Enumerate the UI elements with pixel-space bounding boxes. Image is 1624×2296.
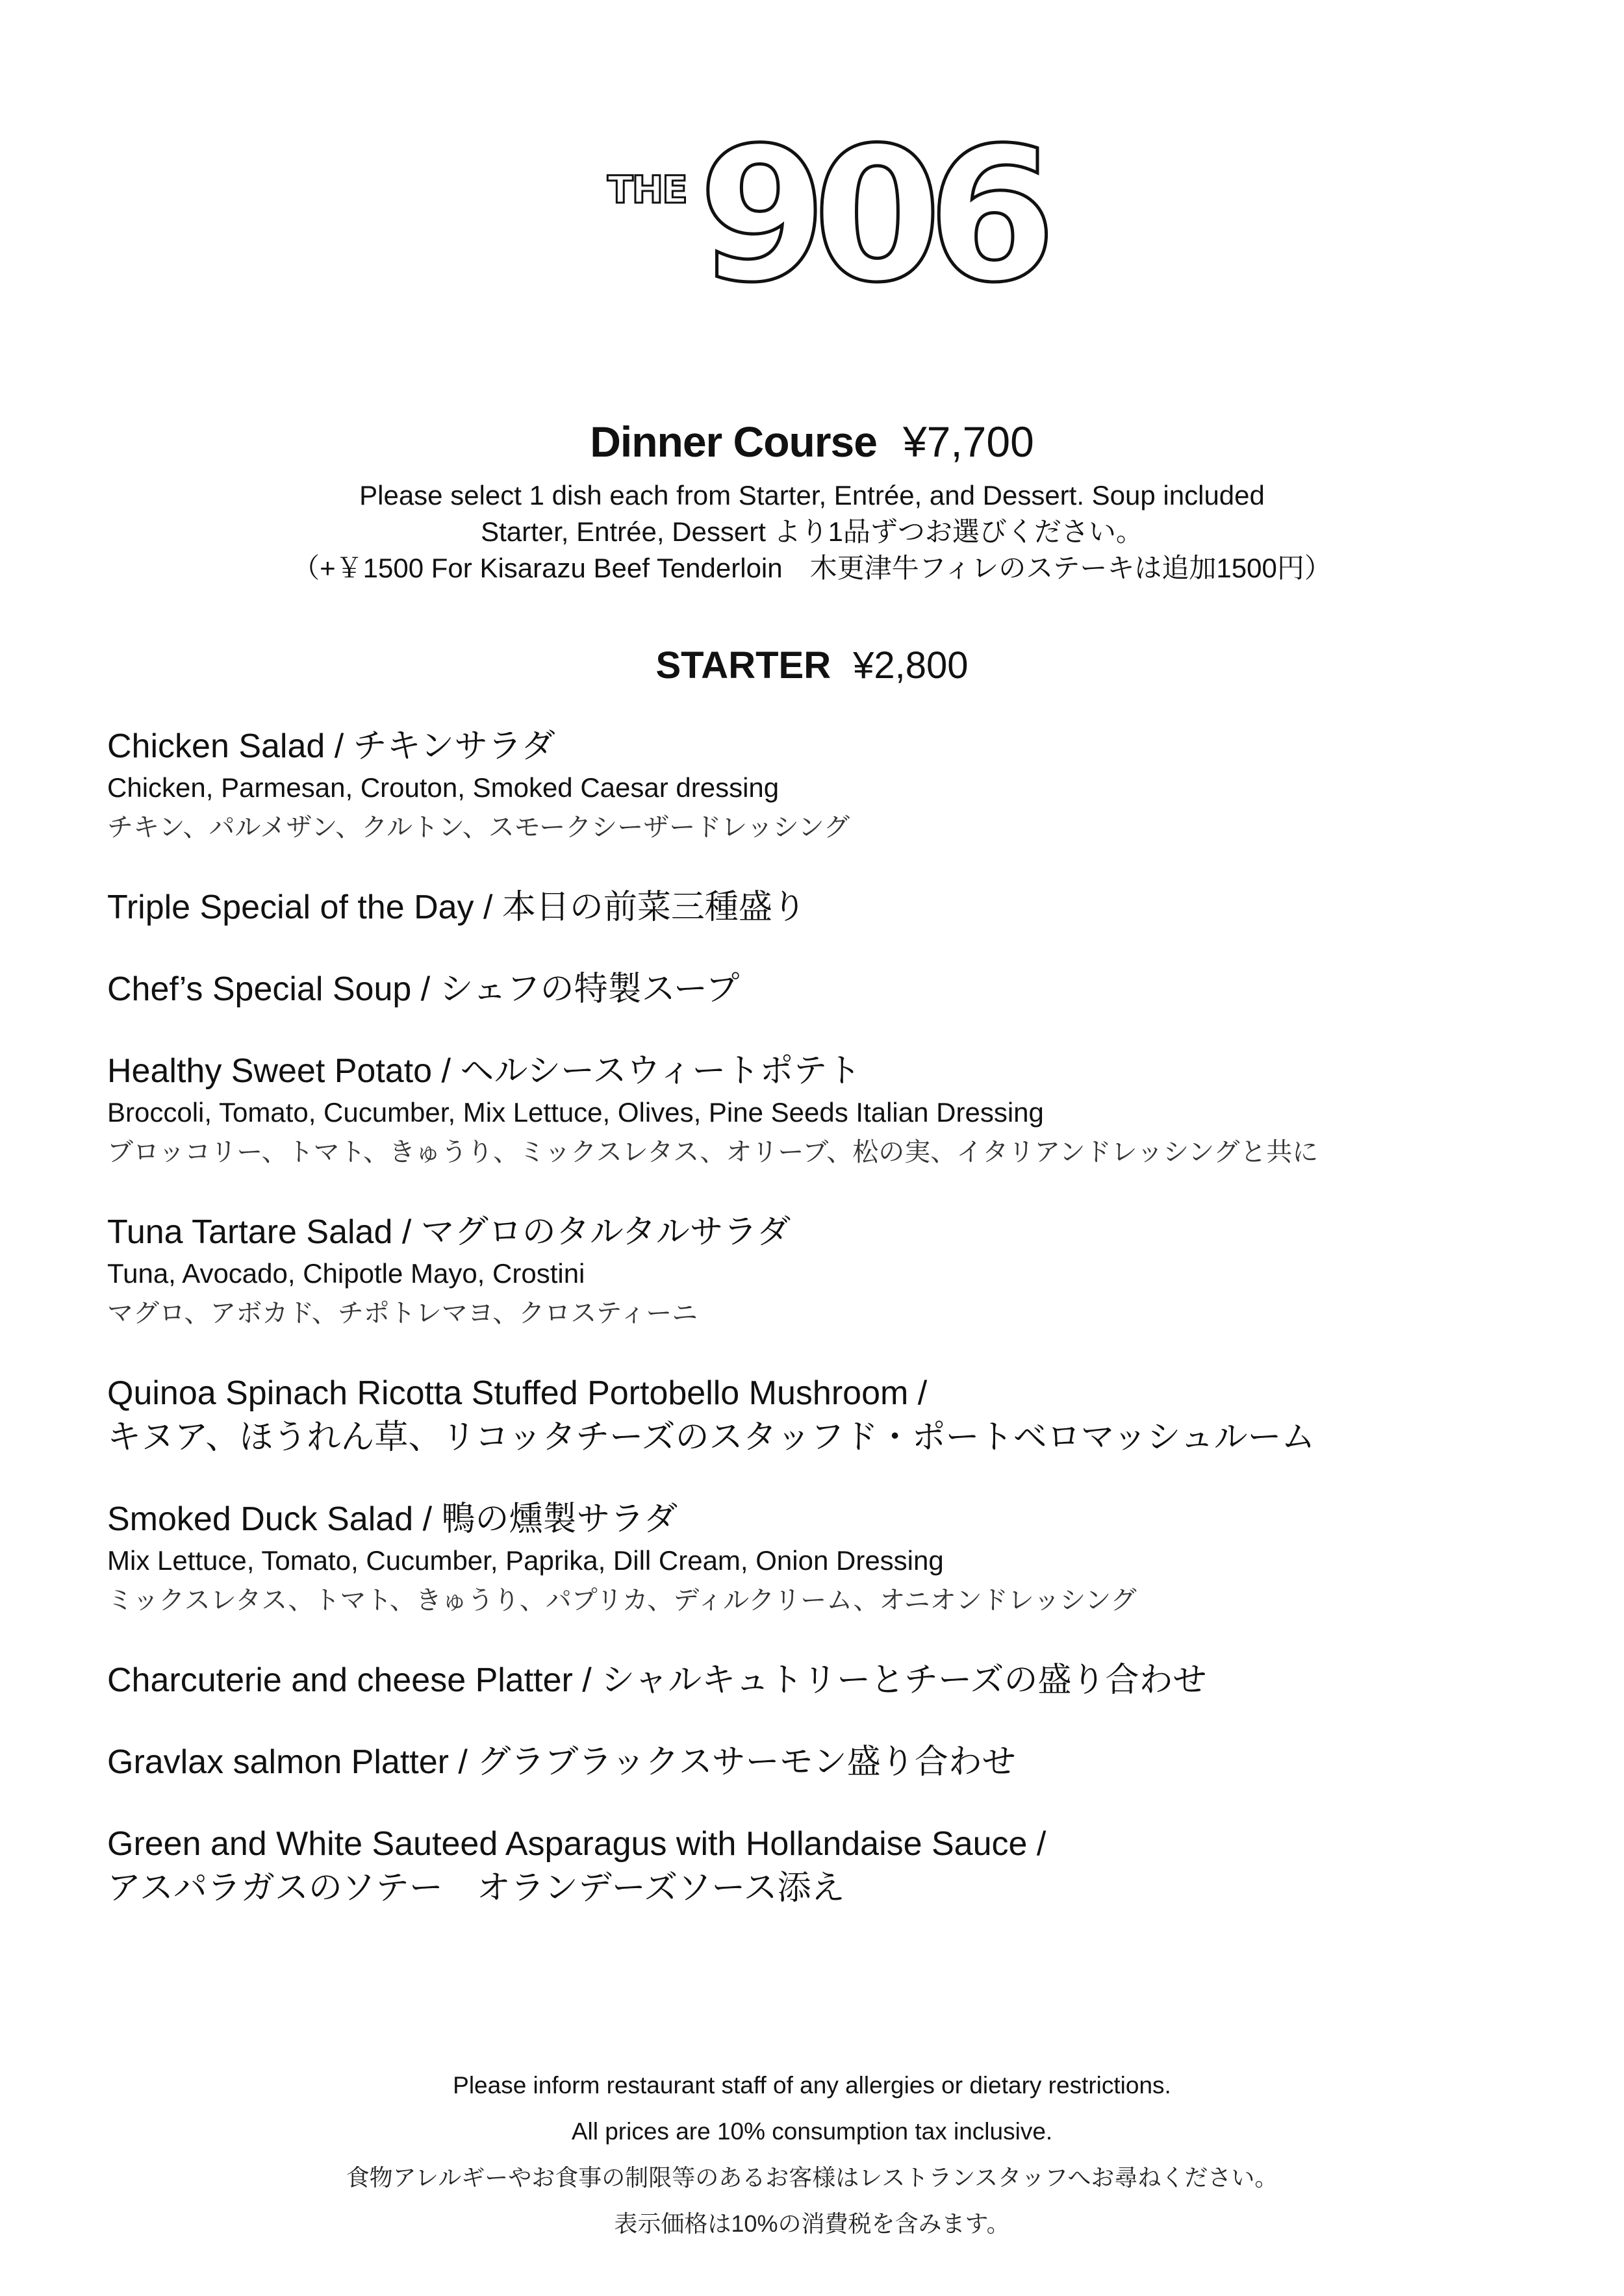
allergy-note-en: Please inform restaurant staff of any allergies or dietary restrictions. bbox=[453, 2072, 1171, 2099]
tax-note-jp: 表示価格は10%の消費税を含みます。 bbox=[614, 2210, 1010, 2237]
course-name: Dinner Course bbox=[590, 418, 877, 466]
logo-number: 906 bbox=[698, 108, 1042, 323]
menu-item bbox=[107, 1371, 1536, 1459]
menu-item bbox=[107, 1658, 1536, 1702]
section-header bbox=[0, 643, 1624, 688]
menu-item-title: Chicken Salad / チキンサラダ bbox=[107, 727, 555, 765]
menu-item-desc-en: Chicken, Parmesan, Crouton, Smoked Caesar dressing bbox=[107, 772, 780, 803]
menu-item bbox=[107, 1497, 1536, 1621]
course-price: ¥7,700 bbox=[902, 418, 1034, 466]
menu-item bbox=[107, 1740, 1536, 1784]
menu-item bbox=[107, 1822, 1536, 1910]
course-instructions bbox=[0, 477, 1624, 587]
menu-item-title: Triple Special of the Day / 本日の前菜三種盛り bbox=[107, 889, 806, 926]
starter-list bbox=[107, 724, 1536, 1948]
menu-item bbox=[107, 1049, 1536, 1172]
tax-note-en: All prices are 10% consumption tax inclusive. bbox=[571, 2118, 1053, 2145]
menu-item-desc-jp: ミックスレタス、トマト、きゅうり、パプリカ、ディルクリーム、オニオンドレッシング bbox=[107, 1586, 1137, 1615]
section-name: STARTER bbox=[655, 644, 831, 687]
menu-item-title: Quinoa Spinach Ricotta Stuffed Portobello Mushroom / bbox=[107, 1374, 928, 1412]
logo-the: THE bbox=[607, 168, 687, 212]
footer-notes bbox=[0, 2062, 1624, 2247]
menu-item-desc-en: Mix Lettuce, Tomato, Cucumber, Paprika, Dill Cream, Onion Dressing bbox=[107, 1545, 944, 1576]
section-price: ¥2,800 bbox=[853, 644, 969, 687]
menu-item-title: Charcuterie and cheese Platter / シャルキュトリーとチーズの盛り合わせ bbox=[107, 1661, 1207, 1699]
menu-item bbox=[107, 1210, 1536, 1333]
course-note-en: Please select 1 dish each from Starter, Entrée, and Dessert. Soup included bbox=[359, 480, 1265, 511]
menu-item-desc-jp: マグロ、アボカド、チポトレマヨ、クロスティーニ bbox=[107, 1299, 698, 1328]
menu-item-title: Smoked Duck Salad / 鴨の燻製サラダ bbox=[107, 1500, 678, 1538]
menu-item-title: Gravlax salmon Platter / グラブラックスサーモン盛り合わせ bbox=[107, 1743, 1016, 1781]
menu-item-title: Chef’s Special Soup / シェフの特製スープ bbox=[107, 970, 740, 1008]
menu-item bbox=[107, 967, 1536, 1011]
menu-item-title: Tuna Tartare Salad / マグロのタルタルサラダ bbox=[107, 1213, 791, 1251]
allergy-note-jp: 食物アレルギーやお食事の制限等のあるお客様はレストランスタッフへお尋ねください。 bbox=[346, 2164, 1278, 2191]
menu-item-desc-en: Broccoli, Tomato, Cucumber, Mix Lettuce, Olives, Pine Seeds Italian Dressing bbox=[107, 1097, 1044, 1128]
menu-item-desc-jp: ブロッコリー、トマト、きゅうり、ミックスレタス、オリーブ、松の実、イタリアンドレッシングと共に bbox=[107, 1138, 1319, 1167]
menu-item-title: Green and White Sauteed Asparagus with Hollandaise Sauce / bbox=[107, 1825, 1047, 1863]
menu-item bbox=[107, 724, 1536, 848]
menu-item-desc-en: Tuna, Avocado, Chipotle Mayo, Crostini bbox=[107, 1258, 585, 1289]
menu-item bbox=[107, 885, 1536, 929]
menu-item-title: Healthy Sweet Potato / ヘルシースウィートポテト bbox=[107, 1052, 861, 1090]
course-note-upgrade: （+￥1500 For Kisarazu Beef Tenderloin 木更津牛フィレのステーキは追加1500円） bbox=[292, 553, 1332, 583]
course-note-jp: Starter, Entrée, Dessert より1品ずつお選びください。 bbox=[481, 516, 1143, 547]
menu-item-desc-jp: チキン、パルメザン、クルトン、スモークシーザードレッシング bbox=[107, 813, 850, 842]
course-header bbox=[0, 416, 1624, 468]
menu-item-title-jp: アスパラガスのソテー オランデーズソース添え bbox=[107, 1869, 845, 1907]
menu-item-title-jp: キヌア、ほうれん草、リコッタチーズのスタッフド・ポートベロマッシュルーム bbox=[107, 1419, 1315, 1456]
